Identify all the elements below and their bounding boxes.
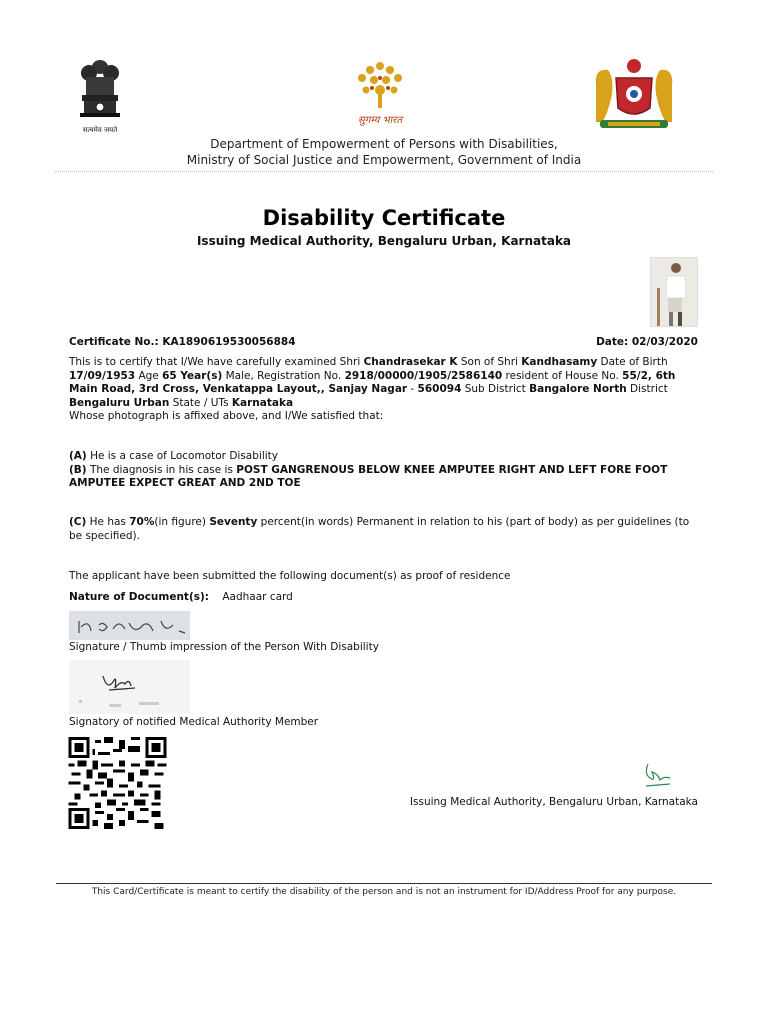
footer-disclaimer: This Card/Certificate is meant to certify the disability of the person and is not an instrument for ID/Address Proof for any purpose. [91, 887, 677, 897]
address: 55/2, 6th Main Road, 3rd Cross, Venkatappa Layout,, Sanjay Nagar [69, 369, 676, 395]
body-text: - [407, 383, 418, 395]
body-text: Son of Shri [457, 356, 522, 368]
item-c-label: (C) [69, 516, 87, 528]
emblem-center-caption: सुगम्य भारत [357, 115, 403, 126]
national-emblem-icon [74, 55, 126, 133]
body-text: District [626, 383, 668, 395]
karnataka-emblem-icon [588, 56, 680, 132]
nature-of-document-value: Aadhaar card [222, 591, 293, 603]
district: Bengaluru Urban [69, 396, 170, 409]
body-text: resident of House No. [502, 369, 623, 382]
department-line-2: Ministry of Social Justice and Empowerment, Government of India [186, 153, 582, 167]
emblem-left-caption: सत्यमेव जयते [82, 126, 118, 134]
person-name: Chandrasekar K [363, 356, 458, 368]
body-text: Date of Birth [597, 356, 668, 368]
certificate-number-value: KA1890619530056884 [162, 336, 296, 348]
footer-divider [56, 883, 712, 884]
item-a-text: He is a case of Locomotor Disability [86, 450, 278, 462]
qr-code-icon [68, 737, 167, 829]
proof-of-residence-text: The applicant have been submitted the following document(s) as proof of residence [69, 570, 511, 582]
pwd-signature-image [69, 611, 190, 640]
disability-percent: 70% [129, 516, 155, 528]
page-subtitle: Issuing Medical Authority, Bengaluru Urban, Karnataka [196, 234, 572, 248]
department-line-1: Department of Empowerment of Persons with Disabilities, [210, 137, 558, 151]
item-a-label: (A) [69, 450, 87, 462]
date-of-birth: 17/09/1953 [69, 369, 136, 382]
department-header [0, 136, 768, 168]
authority-signature-image [69, 660, 190, 714]
certificate-date-label: Date: [596, 336, 629, 348]
certificate-date-value: 02/03/2020 [631, 336, 698, 348]
item-b-text: The diagnosis in his case is [86, 463, 237, 476]
body-text: This is to certify that I/We have carefully examined Shri [69, 356, 364, 368]
issuer-signature-image [640, 760, 674, 790]
item-b [69, 464, 701, 491]
body-text: Male, Registration No. [222, 369, 345, 382]
issuing-authority-name: Issuing Medical Authority, Bengaluru Urban, Karnataka [409, 796, 698, 808]
authority-signature-caption: Signatory of notified Medical Authority Member [69, 716, 319, 728]
nature-of-document-label: Nature of Document(s): [69, 591, 209, 603]
father-name: Kandhasamy [521, 356, 598, 368]
item-c-text: He has [86, 516, 130, 528]
sub-district: Bangalore North [529, 383, 627, 395]
sugamya-bharat-logo-icon [344, 58, 416, 128]
state: Karnataka [231, 396, 294, 409]
item-c-text: percent(in words) Permanent in relation to his (part of body) as per guidelines (to be specified). [69, 516, 690, 542]
pin-code: 560094 [417, 383, 462, 395]
item-c [69, 516, 701, 543]
diagnosis: POST GANGRENOUS BELOW KNEE AMPUTEE RIGHT AND LEFT FORE FOOT AMPUTEE EXPECT GREAT AND 2ND TOE [69, 463, 668, 489]
body-text: State / UTs [169, 396, 232, 409]
item-b-label: (B) [69, 463, 87, 476]
certificate-date [596, 336, 698, 348]
pwd-signature-caption: Signature / Thumb impression of the Person With Disability [69, 641, 379, 653]
certificate-number [69, 336, 296, 348]
certificate-number-label: Certificate No.: [69, 336, 159, 348]
page-title: Disability Certificate [262, 206, 506, 230]
body-text: Age [135, 369, 163, 382]
body-text: Sub District [461, 383, 530, 395]
header-divider [55, 171, 713, 172]
item-a [69, 450, 701, 464]
certification-paragraph [69, 356, 701, 424]
age: 65 Year(s) [162, 369, 223, 382]
disability-items-ab [69, 450, 701, 491]
registration-number: 2918/00000/1905/2586140 [344, 369, 503, 382]
item-c-text: (in figure) [154, 516, 210, 528]
applicant-photo [650, 257, 698, 327]
disability-percent-words: Seventy [209, 516, 258, 528]
nature-of-document [69, 591, 293, 603]
body-text-whose-photograph: Whose photograph is affixed above, and I/We satisfied that: [69, 410, 384, 422]
